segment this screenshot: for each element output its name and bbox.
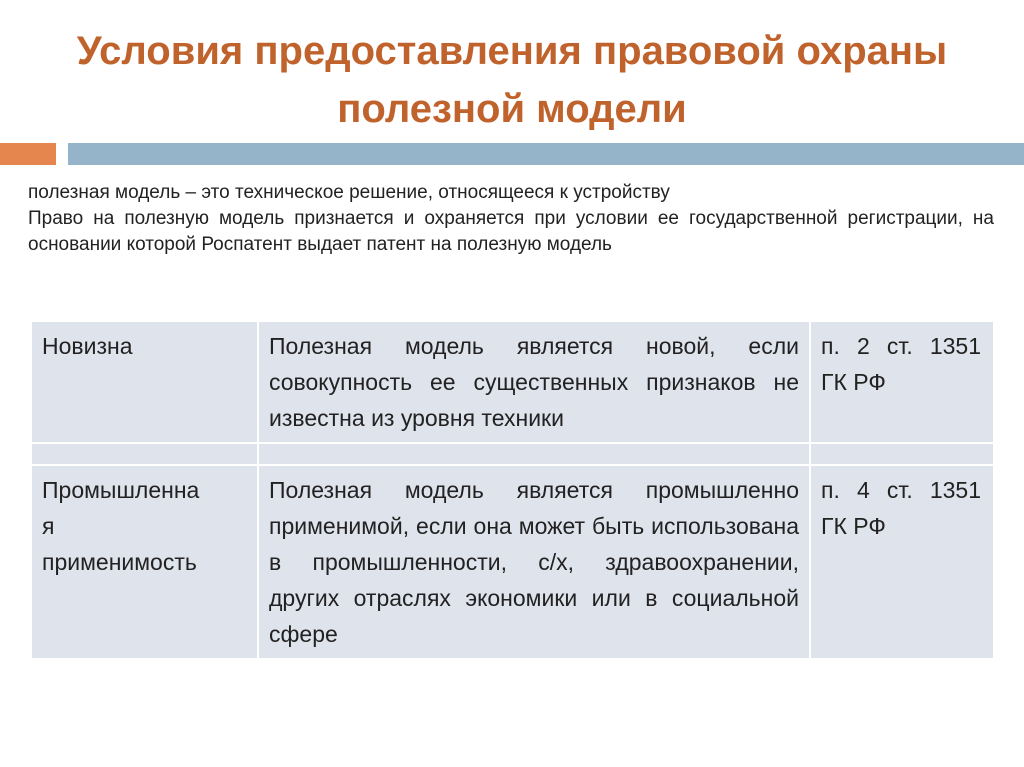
intro-text [28,180,994,258]
slide-title [0,22,1024,138]
slide-title-line-1: Условия предоставления правовой охраны [76,29,948,73]
conditions-table [30,320,995,660]
empty-cell [258,443,810,465]
reference-cell: п. 2 ст. 1351 ГК РФ [810,321,994,443]
criterion-text-part-2: я [42,513,55,539]
reference-cell: п. 4 ст. 1351 ГК РФ [810,465,994,659]
table-row-empty [31,443,994,465]
table-row-industrial-applicability [31,465,994,659]
criterion-text-part-1: Промышленна [42,477,200,503]
empty-cell [810,443,994,465]
table-row-novelty [31,321,994,443]
definition-text: полезная модель – это техническое решение, относящееся к устройству [28,182,670,203]
accent-bar-blue [68,143,1024,165]
criterion-cell: Новизна [31,321,258,443]
description-cell: Полезная модель является новой, если совокупность ее существенных признаков не известна из уровня техники [258,321,810,443]
accent-bar-orange [0,143,56,165]
rights-text: Право на полезную модель признается и охраняется при условии ее государственной регистрации, на основании которой Роспатент выдает патент на полезную модель [28,208,994,255]
criterion-text-part-3: применимость [42,549,197,575]
description-cell: Полезная модель является промышленно применимой, если она может быть использована в промышленности, с/х, здравоохранении, других отраслях экономики или в социальной сфере [258,465,810,659]
criterion-cell [31,465,258,659]
empty-cell [31,443,258,465]
slide-title-line-2: полезной модели [337,87,687,131]
